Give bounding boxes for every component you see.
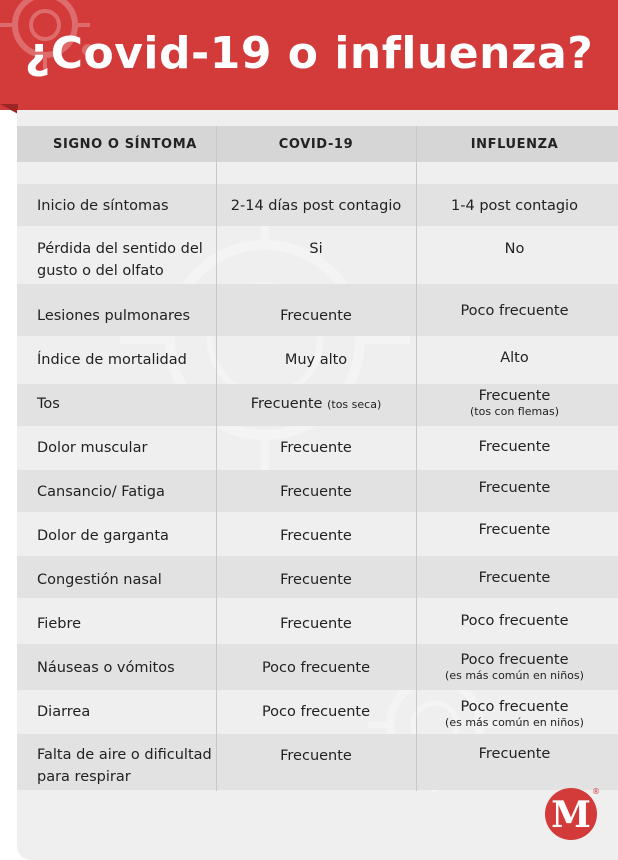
symptom-label: Náuseas o vómitos <box>37 660 175 676</box>
symptom-label: Lesiones pulmonares <box>37 308 191 324</box>
covid-value: Poco frecuente <box>261 660 371 676</box>
flu-value-cell <box>417 651 612 682</box>
symptom-label: Diarrea <box>37 704 91 720</box>
covid-value: Poco frecuente <box>261 704 371 720</box>
flu-value: 1-4 post contagio <box>451 198 578 214</box>
flu-value: Frecuente <box>478 439 551 455</box>
covid-value: Frecuente <box>280 484 352 500</box>
covid-note: (tos seca) <box>327 398 382 411</box>
symptom-label: Tos <box>37 396 60 412</box>
covid-value: Frecuente <box>280 616 352 632</box>
header-fold <box>0 104 18 114</box>
flu-value-cell <box>417 387 612 418</box>
column-header-covid: COVID-19 <box>278 137 354 152</box>
flu-value: Poco frecuente <box>460 613 569 629</box>
covid-value: Frecuente <box>280 528 352 544</box>
covid-value: Muy alto <box>284 352 348 368</box>
flu-value: No <box>504 241 525 257</box>
milenio-logo-icon: M <box>545 788 597 840</box>
column-header-symptom: SIGNO O SÍNTOMA <box>53 137 197 152</box>
flu-value: Poco frecuente <box>460 652 569 668</box>
covid-value: Frecuente <box>280 308 352 324</box>
column-divider <box>416 126 417 791</box>
symptom-label: Cansancio/ Fatiga <box>37 484 165 500</box>
page-title: ¿Covid-19 o influenza? <box>24 28 594 79</box>
symptom-label: Fiebre <box>37 616 82 632</box>
symptom-label: Pérdida del sentido del gusto o del olfato <box>37 241 203 279</box>
symptom-label: Dolor de garganta <box>37 528 169 544</box>
flu-value: Frecuente <box>478 522 551 538</box>
flu-value: Frecuente <box>478 388 551 404</box>
flu-value: Poco frecuente <box>460 303 569 319</box>
flu-value: Frecuente <box>478 746 551 762</box>
covid-value: Frecuente <box>280 440 352 456</box>
flu-value-cell <box>417 698 612 729</box>
covid-value: Frecuente <box>280 748 352 764</box>
covid-value: Frecuente <box>250 396 323 412</box>
symptom-label: Inicio de síntomas <box>37 198 169 214</box>
flu-value: Frecuente <box>478 570 551 586</box>
flu-value: Frecuente <box>478 480 551 496</box>
flu-note: (es más común en niños) <box>445 716 584 729</box>
symptom-label: Falta de aire o dificultad para respirar <box>37 747 212 785</box>
covid-value: Frecuente <box>280 572 352 588</box>
covid-value: 2-14 días post contagio <box>230 198 402 214</box>
covid-value: Si <box>309 241 323 257</box>
flu-note: (tos con flemas) <box>470 405 559 418</box>
symptom-label: Índice de mortalidad <box>37 352 187 368</box>
symptom-label: Dolor muscular <box>37 440 148 456</box>
covid-value-cell <box>216 393 416 416</box>
flu-value: Alto <box>500 350 529 366</box>
flu-note: (es más común en niños) <box>445 669 584 682</box>
column-header-influenza: INFLUENZA <box>470 137 559 152</box>
symptom-label: Congestión nasal <box>37 572 162 588</box>
flu-value: Poco frecuente <box>460 699 569 715</box>
registered-mark: ® <box>592 787 600 796</box>
